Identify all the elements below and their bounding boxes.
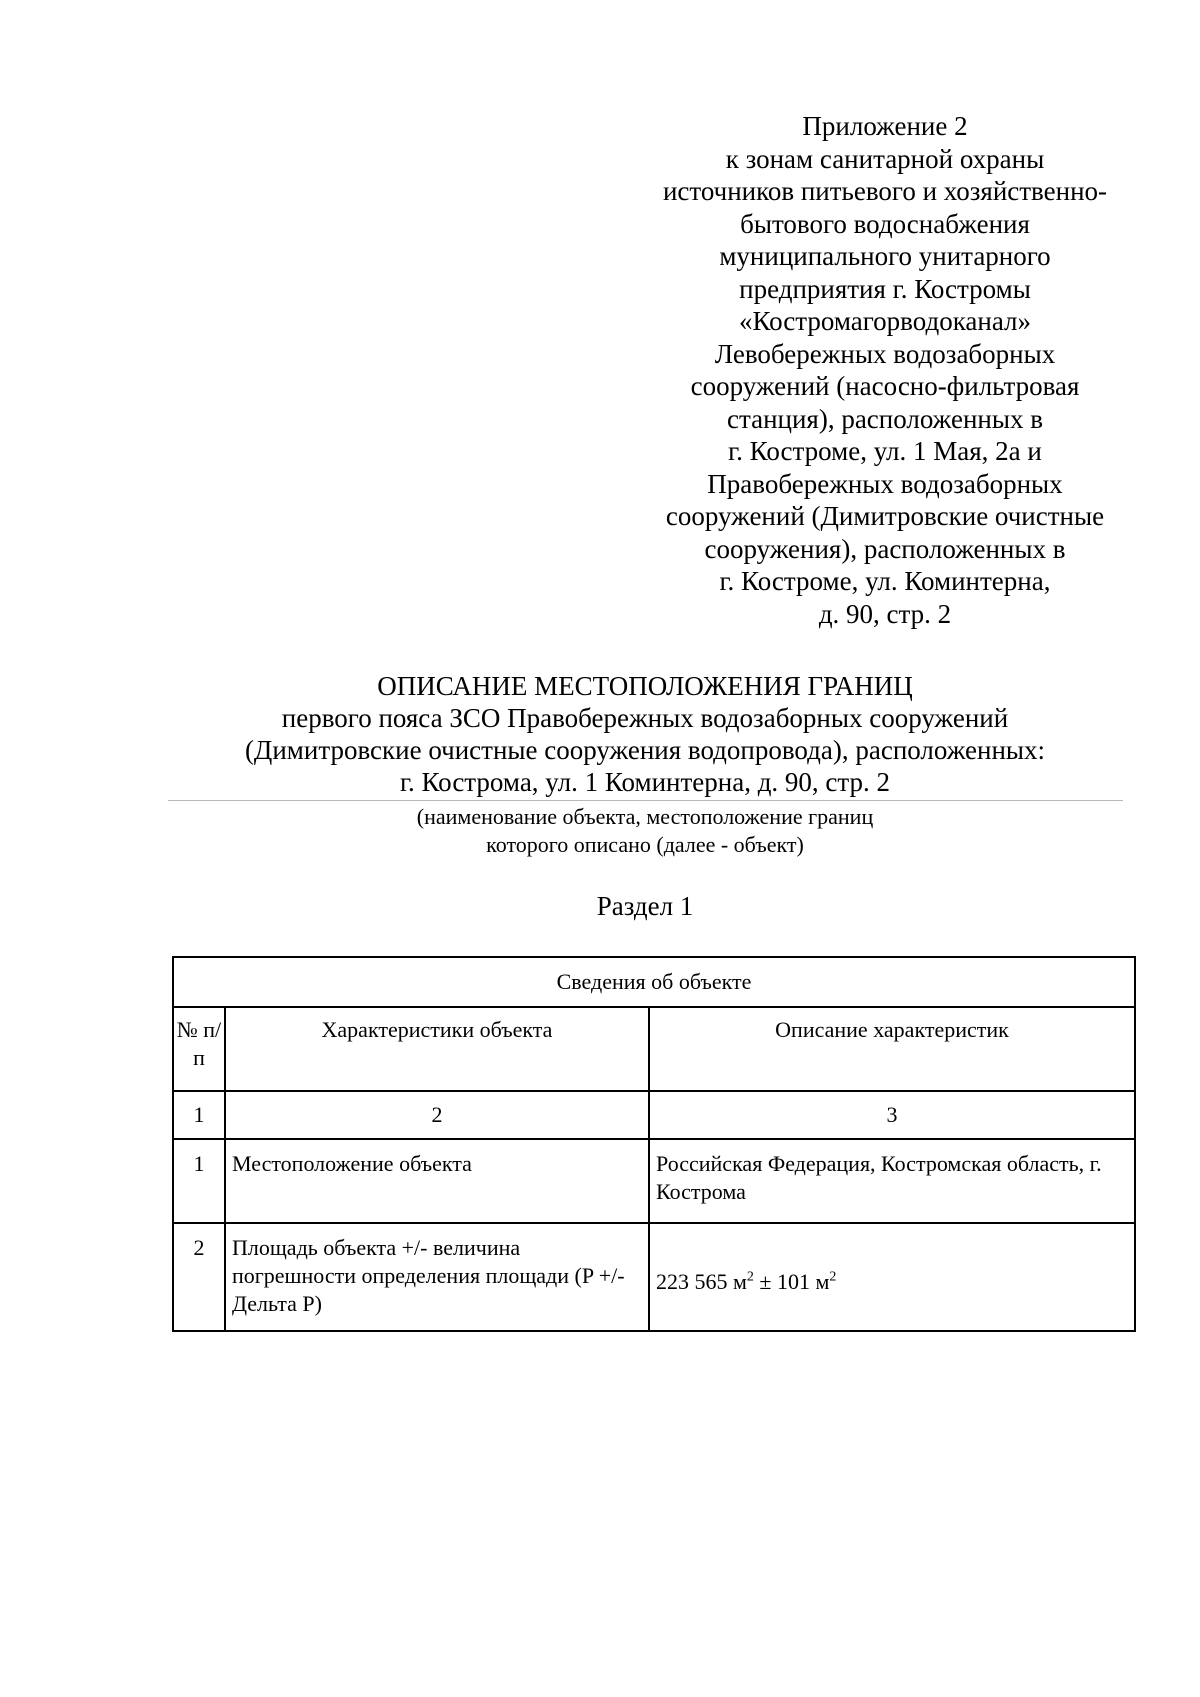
row-number: 1 <box>173 1139 225 1223</box>
appendix-line: бытового водоснабжения <box>740 208 1030 239</box>
table-column-number-row <box>173 1091 1135 1139</box>
appendix-line: к зонам санитарной охраны <box>725 143 1045 174</box>
caption-line: (наименование объекта, местоположение границ <box>416 804 874 829</box>
appendix-line: Правобережных водозаборных <box>707 468 1063 499</box>
appendix-block <box>625 110 1145 630</box>
appendix-line: источников питьевого и хозяйственно- <box>662 176 1108 206</box>
appendix-line: предприятия г. Костромы <box>739 273 1031 304</box>
header-description: Описание характеристик <box>649 1007 1135 1091</box>
column-number: 3 <box>649 1091 1135 1139</box>
row-description <box>649 1223 1135 1331</box>
section-title: Раздел 1 <box>596 891 694 921</box>
appendix-line: сооружений (насосно-фильтровая <box>690 371 1080 401</box>
title-underline <box>168 800 1123 801</box>
appendix-line: станция), расположенных в <box>726 403 1044 434</box>
document-subtitle-line: первого пояса ЗСО Правобережных водозаборных сооружений <box>281 703 1009 733</box>
caption-line: которого описано (далее - объект) <box>486 832 804 857</box>
column-number: 2 <box>225 1091 649 1139</box>
table-header-row <box>173 1007 1135 1091</box>
area-unit-exponent: 2 <box>746 1269 754 1285</box>
document-subtitle-line: г. Кострома, ул. 1 Коминтерна, д. 90, стр. 2 <box>399 767 891 797</box>
appendix-line: Левобережных водозаборных <box>714 338 1056 369</box>
appendix-line: муниципального унитарного <box>719 241 1051 271</box>
column-number: 1 <box>173 1091 225 1139</box>
document-title-block <box>150 670 1140 798</box>
appendix-line: «Костромагорводоканал» <box>738 306 1032 336</box>
appendix-line: г. Костроме, ул. Коминтерна, <box>719 566 1051 596</box>
appendix-line: сооружения), расположенных в <box>704 533 1066 564</box>
appendix-line: г. Костроме, ул. 1 Мая, 2а и <box>728 436 1042 466</box>
row-description: Российская Федерация, Костромская область, г. Кострома <box>649 1139 1135 1223</box>
appendix-line: д. 90, стр. 2 <box>818 598 952 629</box>
table-row <box>173 1139 1135 1223</box>
header-characteristic: Характеристики объекта <box>225 1007 649 1091</box>
document-title: ОПИСАНИЕ МЕСТОПОЛОЖЕНИЯ ГРАНИЦ <box>377 671 913 701</box>
appendix-line: сооружений (Димитровские очистные <box>665 501 1105 531</box>
row-characteristic: Площадь объекта +/- величина погрешности определения площади (P +/- Дельта P) <box>225 1223 649 1331</box>
area-error-unit-exponent: 2 <box>829 1269 837 1285</box>
object-info-table <box>172 956 1136 1332</box>
table-caption-row <box>173 957 1135 1007</box>
row-number: 2 <box>173 1223 225 1331</box>
appendix-line: Приложение 2 <box>802 111 968 141</box>
area-error-value: ± 101 м <box>753 1269 830 1294</box>
object-caption <box>150 803 1140 859</box>
row-characteristic: Местоположение объекта <box>225 1139 649 1223</box>
area-value: 223 565 м <box>656 1269 747 1294</box>
document-subtitle-line: (Димитровские очистные сооружения водопровода), расположенных: <box>244 735 1046 765</box>
table-row <box>173 1223 1135 1331</box>
table-caption: Сведения об объекте <box>173 957 1135 1007</box>
header-no: № п/п <box>173 1007 225 1091</box>
